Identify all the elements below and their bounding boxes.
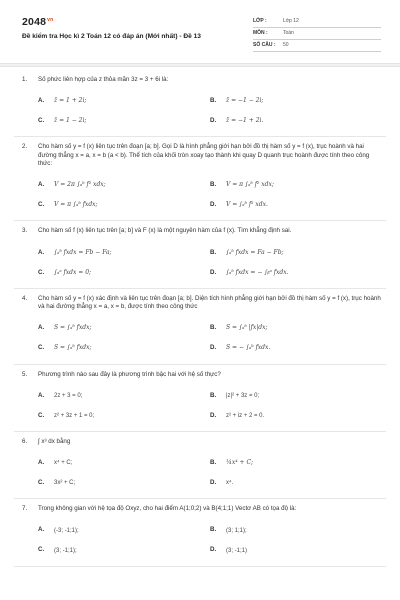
option-text: 2z + 3 = 0; [54,392,83,399]
answer-option-a[interactable] [38,91,210,111]
option-letter: D. [210,344,217,352]
question-2 [0,143,400,215]
option-text: z̄ = 1 − 2i; [54,117,87,125]
option-text: ∫ₐᵇ fxdx = Fa − Fb; [226,248,284,256]
option-text: (3; -1;1); [54,547,77,554]
question-text: Cho hàm số y = f (x) xác định và liên tục trên đoạn [a; b]. Diện tích hình phẳng giới hạn bởi đồ thị hàm số y = f (x), trục hoành và hai đường thẳng x = a, x = b, được tính theo công thức [38,294,381,311]
answer-option-b[interactable] [210,521,382,541]
option-letter: C. [38,117,45,125]
option-letter: B. [210,391,217,399]
option-letter: D. [210,268,217,276]
option-text: z² + 3z + 1 = 0; [54,412,95,419]
answer-option-a[interactable] [38,386,210,406]
option-text: ∫ₐᵇ fxdx = − ∫ᵦᵃ fxdx. [226,268,289,276]
answer-option-b[interactable] [210,386,382,406]
question-text: Trong không gian với hệ tọa độ Oxyz, cho hai điểm A(1;0;2) và B(4;1;1) Vectơ AB có tọa độ là: [38,505,297,513]
answer-option-d[interactable] [210,406,382,426]
option-letter: A. [38,97,45,105]
answer-option-b[interactable] [210,243,382,263]
question-divider [14,498,386,499]
question-text: Cho hàm số y = f (x) liên tục trên đoạn [a; b]. Gọi D là hình phẳng giới hạn bởi đồ thị hàm số y = f (x), trục hoành và hai đường thẳng x = a, x = b (a < b). Thể tích của khối tròn xoay tạo thành khi quay D quanh trục hoành được tính theo công thức: [38,143,370,168]
question-divider [14,431,386,432]
answer-option-c[interactable] [38,263,210,283]
question-number: 6. [22,437,28,445]
option-text: 3x² + C; [54,480,76,487]
option-letter: A. [38,181,45,189]
answer-options [38,91,382,131]
answer-option-d[interactable] [210,263,382,283]
meta-key: MÔN : [253,30,268,37]
question-divider [14,220,386,221]
answer-option-b[interactable] [210,453,382,473]
option-letter: C. [38,411,45,419]
answer-option-a[interactable] [38,319,210,339]
option-text: S = ∫ₐᵇ fxdx; [54,324,92,332]
option-text: x⁴ + C; [54,460,73,467]
question-number: 1. [22,76,28,83]
answer-option-c[interactable] [38,473,210,493]
option-text: V = π ∫ₐᵇ fxdx; [54,201,98,209]
option-letter: B. [210,459,217,467]
answer-options [38,175,382,215]
option-text: V = π ∫ₐᵇ f² xdx; [226,181,274,189]
answer-option-a[interactable] [38,453,210,473]
answer-option-c[interactable] [38,541,210,561]
option-text: z̄ = −1 − 2i; [226,97,264,105]
meta-value: Lớp 12 [283,18,299,25]
option-letter: A. [38,391,45,399]
option-letter: B. [210,97,217,105]
option-text: ∫ₐᵃ fxdx = 0; [54,268,92,276]
answer-option-c[interactable] [38,111,210,131]
option-text: x⁴. [226,480,234,487]
option-text: ¼x⁴ + C; [226,459,254,467]
option-text: (3; -1;1) [226,547,248,554]
option-text: z̄ = −1 + 2i. [226,117,264,125]
answer-options [38,521,382,561]
answer-options [38,453,382,493]
answer-option-b[interactable] [210,319,382,339]
question-7 [0,505,400,560]
meta-value: Toán [283,30,294,37]
answer-option-d[interactable] [210,473,382,493]
option-text: V = 2π ∫ₐᵇ f² xdx; [54,181,106,189]
meta-row-class [253,16,381,28]
option-letter: A. [38,324,45,332]
option-text: S = ∫ₐᵇ fxdx; [54,344,92,352]
answer-option-b[interactable] [210,91,382,111]
meta-key: LỚP : [253,18,267,25]
answer-option-a[interactable] [38,521,210,541]
question-text: Cho hàm số f (x) liên tục trên [a; b] và F (x) là một nguyên hàm của f (x). Tìm khẳng định sai. [38,227,292,235]
answer-option-d[interactable] [210,339,382,359]
question-number: 3. [22,227,28,235]
answer-option-d[interactable] [210,541,382,561]
meta-row-question-count [253,40,381,52]
question-divider [14,136,386,137]
option-text: (-3; -1;1); [54,527,79,534]
option-letter: A. [38,248,45,256]
question-1 [0,76,400,131]
question-number: 2. [22,143,28,151]
option-text: S = ∫ₐᵇ |fx|dx; [226,324,268,332]
option-text: |z|² + 3z = 0; [226,392,260,399]
meta-value: 50 [283,42,289,49]
question-text: Số phức liên hợp của z thỏa mãn 3z = 3 + 6i là: [38,76,169,83]
meta-row-subject [253,28,381,40]
question-5 [0,371,400,426]
question-6 [0,438,400,493]
option-letter: D. [210,411,217,419]
option-letter: D. [210,117,217,125]
option-letter: D. [210,546,217,554]
exam-header [0,0,400,64]
answer-options [38,319,382,359]
site-logo[interactable]: $2048^{vn}$ [22,16,54,28]
question-number: 5. [22,370,28,378]
question-number: 7. [22,505,28,513]
option-text: V = ∫ₐᵇ f² xdx. [226,201,268,209]
answer-options [38,243,382,283]
answer-option-c[interactable] [38,195,210,215]
option-letter: C. [38,201,45,209]
exam-title: Đề kiểm tra Học kì 2 Toán 12 có đáp án (Mới nhất) - Đề 13 [22,33,201,40]
option-letter: C. [38,268,45,276]
exam-meta-table [253,16,381,52]
option-letter: D. [210,479,217,487]
option-text: (3; 1;1); [226,527,247,534]
question-divider [14,364,386,365]
answer-options [38,386,382,426]
question-divider [14,566,386,567]
option-letter: A. [38,459,45,467]
option-text: z² + iz + 2 = 0. [226,412,265,419]
option-letter: B. [210,526,217,534]
question-number: 4. [22,294,28,302]
option-text: S = − ∫ₐᵇ fxdx. [226,344,271,352]
option-letter: C. [38,546,45,554]
option-text: ∫ₐᵇ fxdx = Fb − Fa; [54,248,112,256]
option-letter: C. [38,479,45,487]
answer-option-c[interactable] [38,406,210,426]
answer-option-b[interactable] [210,175,382,195]
option-letter: B. [210,324,217,332]
answer-option-c[interactable] [38,339,210,359]
question-text: Phương trình nào sau đây là phương trình bậc hai với hệ số thực? [38,370,221,378]
meta-key: SỐ CÂU : [253,42,276,49]
option-letter: B. [210,181,217,189]
answer-option-a[interactable] [38,243,210,263]
option-letter: B. [210,248,217,256]
option-letter: A. [38,526,45,534]
question-list [0,76,400,573]
answer-option-a[interactable] [38,175,210,195]
answer-option-d[interactable] [210,195,382,215]
option-letter: C. [38,344,45,352]
header-divider [0,63,400,67]
question-4 [0,295,400,359]
option-letter: D. [210,201,217,209]
option-text: z̄ = 1 + 2i; [54,97,87,105]
question-divider [14,288,386,289]
answer-option-d[interactable] [210,111,382,131]
question-3 [0,227,400,282]
question-text: ∫ x³ dx bằng [38,437,71,445]
